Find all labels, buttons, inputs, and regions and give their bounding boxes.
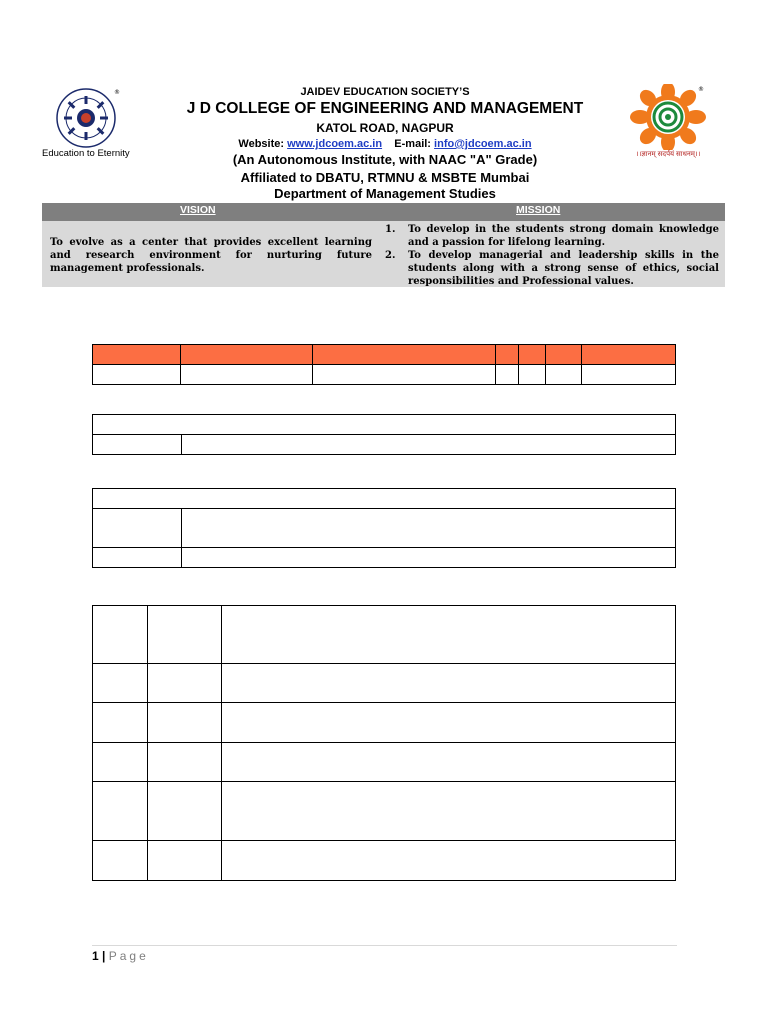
page-label: Page bbox=[108, 949, 149, 963]
page-separator: | bbox=[102, 949, 106, 963]
prerequisite-border bbox=[92, 488, 676, 568]
autonomous-status: (An Autonomous Institute, with NAAC "A" Grade) bbox=[232, 152, 538, 167]
society-name: JAIDEV EDUCATION SOCIETY’S bbox=[300, 86, 470, 98]
col-divider bbox=[518, 344, 519, 385]
col-divider bbox=[545, 344, 546, 385]
department-name: Department of Management Studies bbox=[274, 186, 496, 201]
email-link[interactable]: info@jdcoem.ac.in bbox=[434, 138, 532, 150]
mission-number: 2. bbox=[385, 250, 396, 261]
email-label: E-mail: bbox=[394, 138, 431, 150]
lotus-emblem-icon bbox=[628, 84, 708, 150]
row-divider bbox=[92, 742, 676, 743]
col-divider bbox=[181, 508, 182, 568]
mission-item bbox=[385, 223, 719, 249]
college-address: KATOL ROAD, NAGPUR bbox=[316, 121, 454, 135]
col-divider bbox=[181, 434, 182, 455]
svg-text:®: ® bbox=[114, 89, 120, 96]
row-divider bbox=[92, 547, 676, 548]
col-divider bbox=[312, 344, 313, 385]
row-divider bbox=[92, 434, 676, 435]
autonomous-motto: ।।ज्ञानम् सदर्पयं साधनम्।। bbox=[636, 151, 701, 158]
mission-heading: MISSION bbox=[516, 204, 561, 216]
row-divider bbox=[92, 702, 676, 703]
vision-mission-block bbox=[42, 203, 725, 287]
college-name: J D COLLEGE OF ENGINEERING AND MANAGEMENT bbox=[186, 100, 584, 117]
mission-item bbox=[385, 249, 719, 288]
mission-text: To develop managerial and leadership skills in the students along with a strong sense of ethics, social responsibilities and Professional values. bbox=[408, 250, 719, 287]
footer-rule bbox=[92, 945, 677, 946]
contact-line bbox=[150, 138, 620, 150]
vision-heading: VISION bbox=[180, 204, 216, 216]
mission-text: To develop in the students strong domain knowledge and a passion for lifelong learning. bbox=[408, 224, 719, 248]
college-logo bbox=[42, 88, 136, 162]
col-divider bbox=[581, 344, 582, 385]
vision-statement: To evolve as a center that provides excellent learning and research environment for nurturing future management professionals. bbox=[50, 237, 372, 274]
page-footer bbox=[92, 949, 149, 963]
website-link[interactable]: www.jdcoem.ac.in bbox=[287, 138, 383, 150]
col-divider bbox=[495, 344, 496, 385]
row-divider bbox=[92, 781, 676, 782]
college-tagline: Education to Eternity bbox=[42, 148, 130, 159]
svg-text:®: ® bbox=[698, 86, 704, 93]
col-divider bbox=[180, 344, 181, 385]
page-number: 1 bbox=[92, 949, 99, 963]
autonomous-logo bbox=[626, 84, 716, 164]
mission-number: 1. bbox=[385, 224, 396, 235]
row-divider bbox=[92, 663, 676, 664]
vision-mission-header bbox=[42, 203, 725, 221]
website-label: Website: bbox=[238, 138, 285, 150]
college-emblem-icon bbox=[44, 88, 128, 150]
mission-list bbox=[385, 223, 719, 288]
row-divider bbox=[92, 840, 676, 841]
row-divider bbox=[92, 508, 676, 509]
affiliation: Affiliated to DBATU, RTMNU & MSBTE Mumbai bbox=[240, 170, 530, 185]
